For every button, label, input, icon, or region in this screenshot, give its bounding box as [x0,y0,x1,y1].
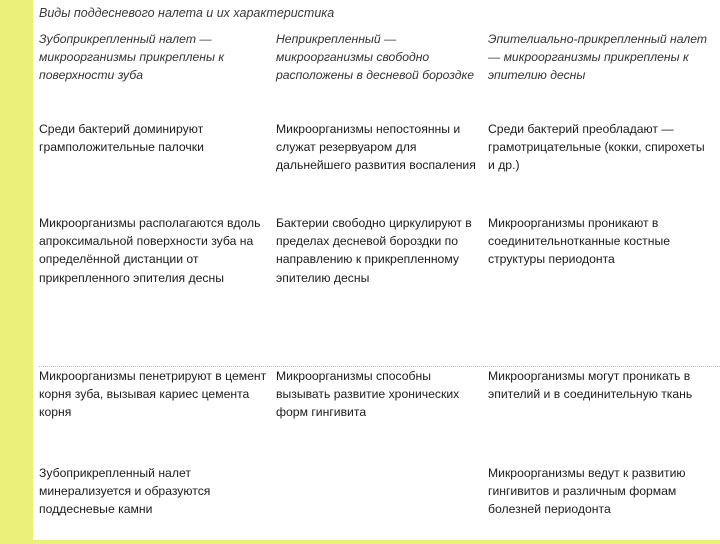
table-cell [276,464,488,544]
table-cell: Микроорганизмы располагаются вдоль апроксимальной поверхности зуба на определённой дистанции от прикрепленного эпителия десны [39,216,261,285]
slide-title: Виды поддесневого налета и их характеристика [39,6,335,20]
table-cell: Среди бактерий преобладают — грамотрицательные (кокки, спирохеты и др.) [488,122,705,173]
table-cell: Микроорганизмы пенетрируют в цемент корня зуба, вызывая кариес цемента корня [39,369,267,420]
table-header-row [39,30,720,120]
slide [33,0,720,540]
table-row [39,464,720,544]
header-tooth-attached: Зубоприкрепленный налет — микроорганизмы прикреплены к поверхности зуба [39,32,225,83]
header-unattached: Неприкрепленный — микроорганизмы свободно расположены в десневой бороздке [276,32,475,83]
table-row [39,366,720,464]
table-cell: Микроорганизмы непостоянны и служат резервуаром для дальнейшего развития воспаления [276,122,476,173]
table-cell: Среди бактерий доминируют грамположительные палочки [39,122,204,155]
table-cell: Бактерии свободно циркулируют в пределах десневой бороздки по направлению к прикрепленному эпителию десны [276,216,472,285]
table-cell: Микроорганизмы ведут к развитию гингивитов и различным формам болезней периодонта [488,466,686,517]
table-row [39,120,720,214]
table-cell: Микроорганизмы могут проникать в эпителий и в соединительную ткань [488,369,693,402]
table-row [39,214,720,366]
plaque-types-table [39,30,720,544]
table-cell: Микроорганизмы способны вызывать развитие хронических форм гингивита [276,369,460,420]
table-cell: Микроорганизмы проникают в соединительнотканные костные структуры периодонта [488,216,671,267]
table-cell: Зубоприкрепленный налет минерализуется и образуются поддесневые камни [39,466,211,517]
header-epithelium-attached: Эпителиально-прикрепленный налет — микроорганизмы прикреплены к эпителию десны [488,32,708,83]
